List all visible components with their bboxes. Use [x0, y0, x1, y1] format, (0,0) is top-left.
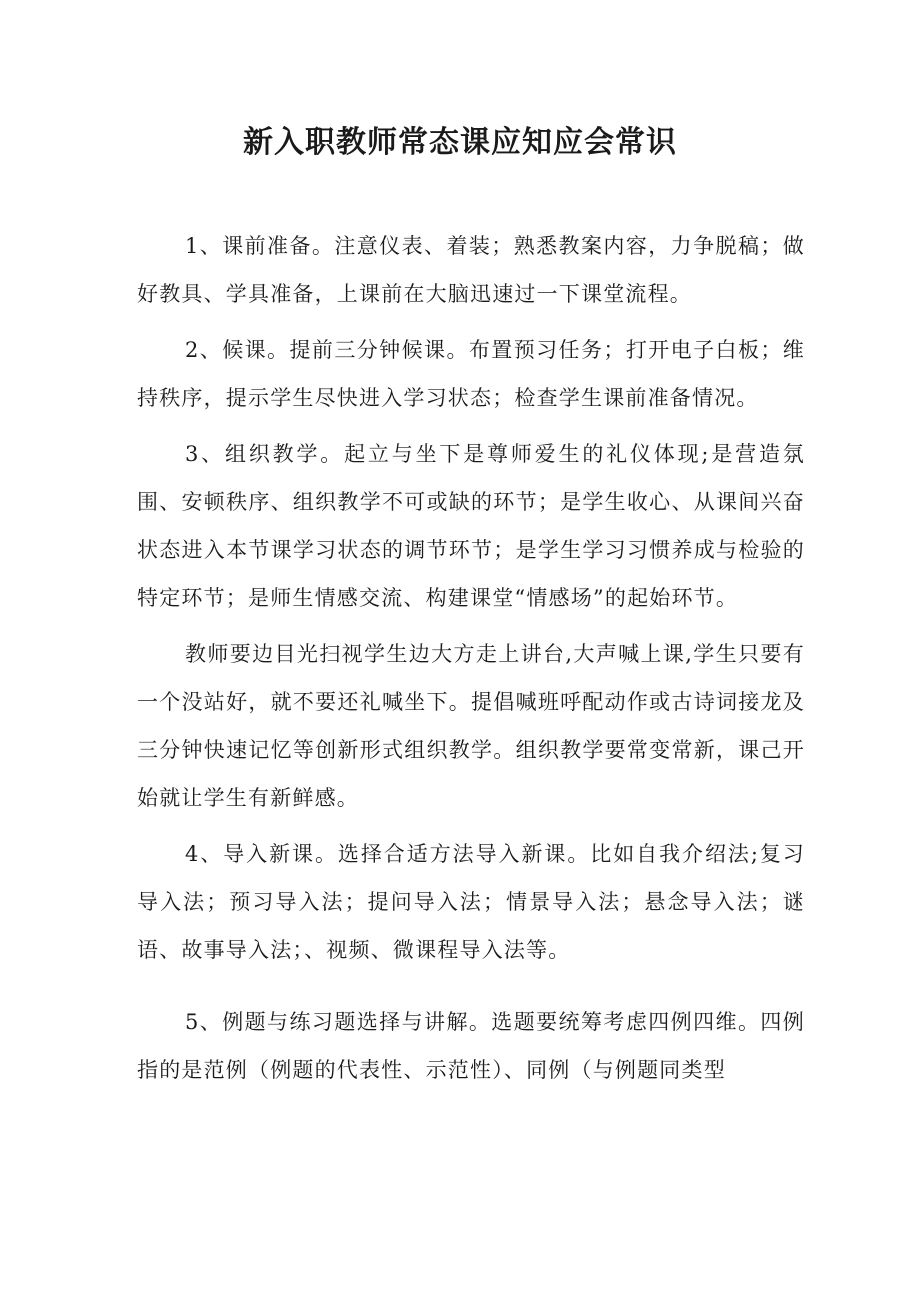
paragraph-lesson-preparation: 1、课前准备。注意仪表、着装；熟悉教案内容，力争脱稿；做好教具、学具准备，上课前在大脑迅速过一下课堂流程。: [137, 234, 805, 306]
paragraph-example-problems: 5、例题与练习题选择与讲解。选题要统筹考虑四例四维。四例指的是范例（例题的代表性、示范性）、同例（与例题同类型: [137, 1010, 805, 1082]
document-body: [137, 222, 805, 1102]
paragraph-introducing-new-lesson: 4、导入新课。选择合适方法导入新课。比如自我介绍法;复习导入法；预习导入法；提问导入法；情景导入法；悬念导入法；谜语、故事导入法；、视频、微课程导入法等。: [137, 842, 805, 962]
paragraph-teacher-conduct: 教师要边目光扫视学生边大方走上讲台,大声喊上课,学生只要有一个没站好，就不要还礼喊坐下。提倡喊班呼配动作或古诗词接龙及三分钟快速记忆等创新形式组织教学。组织教学要常变常新，课己开始就让学生有新鲜感。: [137, 642, 805, 810]
paragraph-waiting-for-class: 2、候课。提前三分钟候课。布置预习任务；打开电子白板；维持秩序，提示学生尽快进入学习状态；检查学生课前准备情况。: [137, 338, 805, 410]
document-title: 新入职教师常态课应知应会常识: [243, 125, 677, 160]
paragraph-organizing-teaching: 3、组织教学。起立与坐下是尊师爱生的礼仪体现;是营造氛围、安顿秩序、组织教学不可或缺的环节；是学生收心、从课间兴奋状态进入本节课学习状态的调节环节；是学生学习习惯养成与检验的特定环节；是师生情感交流、构建课堂“情感场”的起始环节。: [137, 442, 805, 610]
